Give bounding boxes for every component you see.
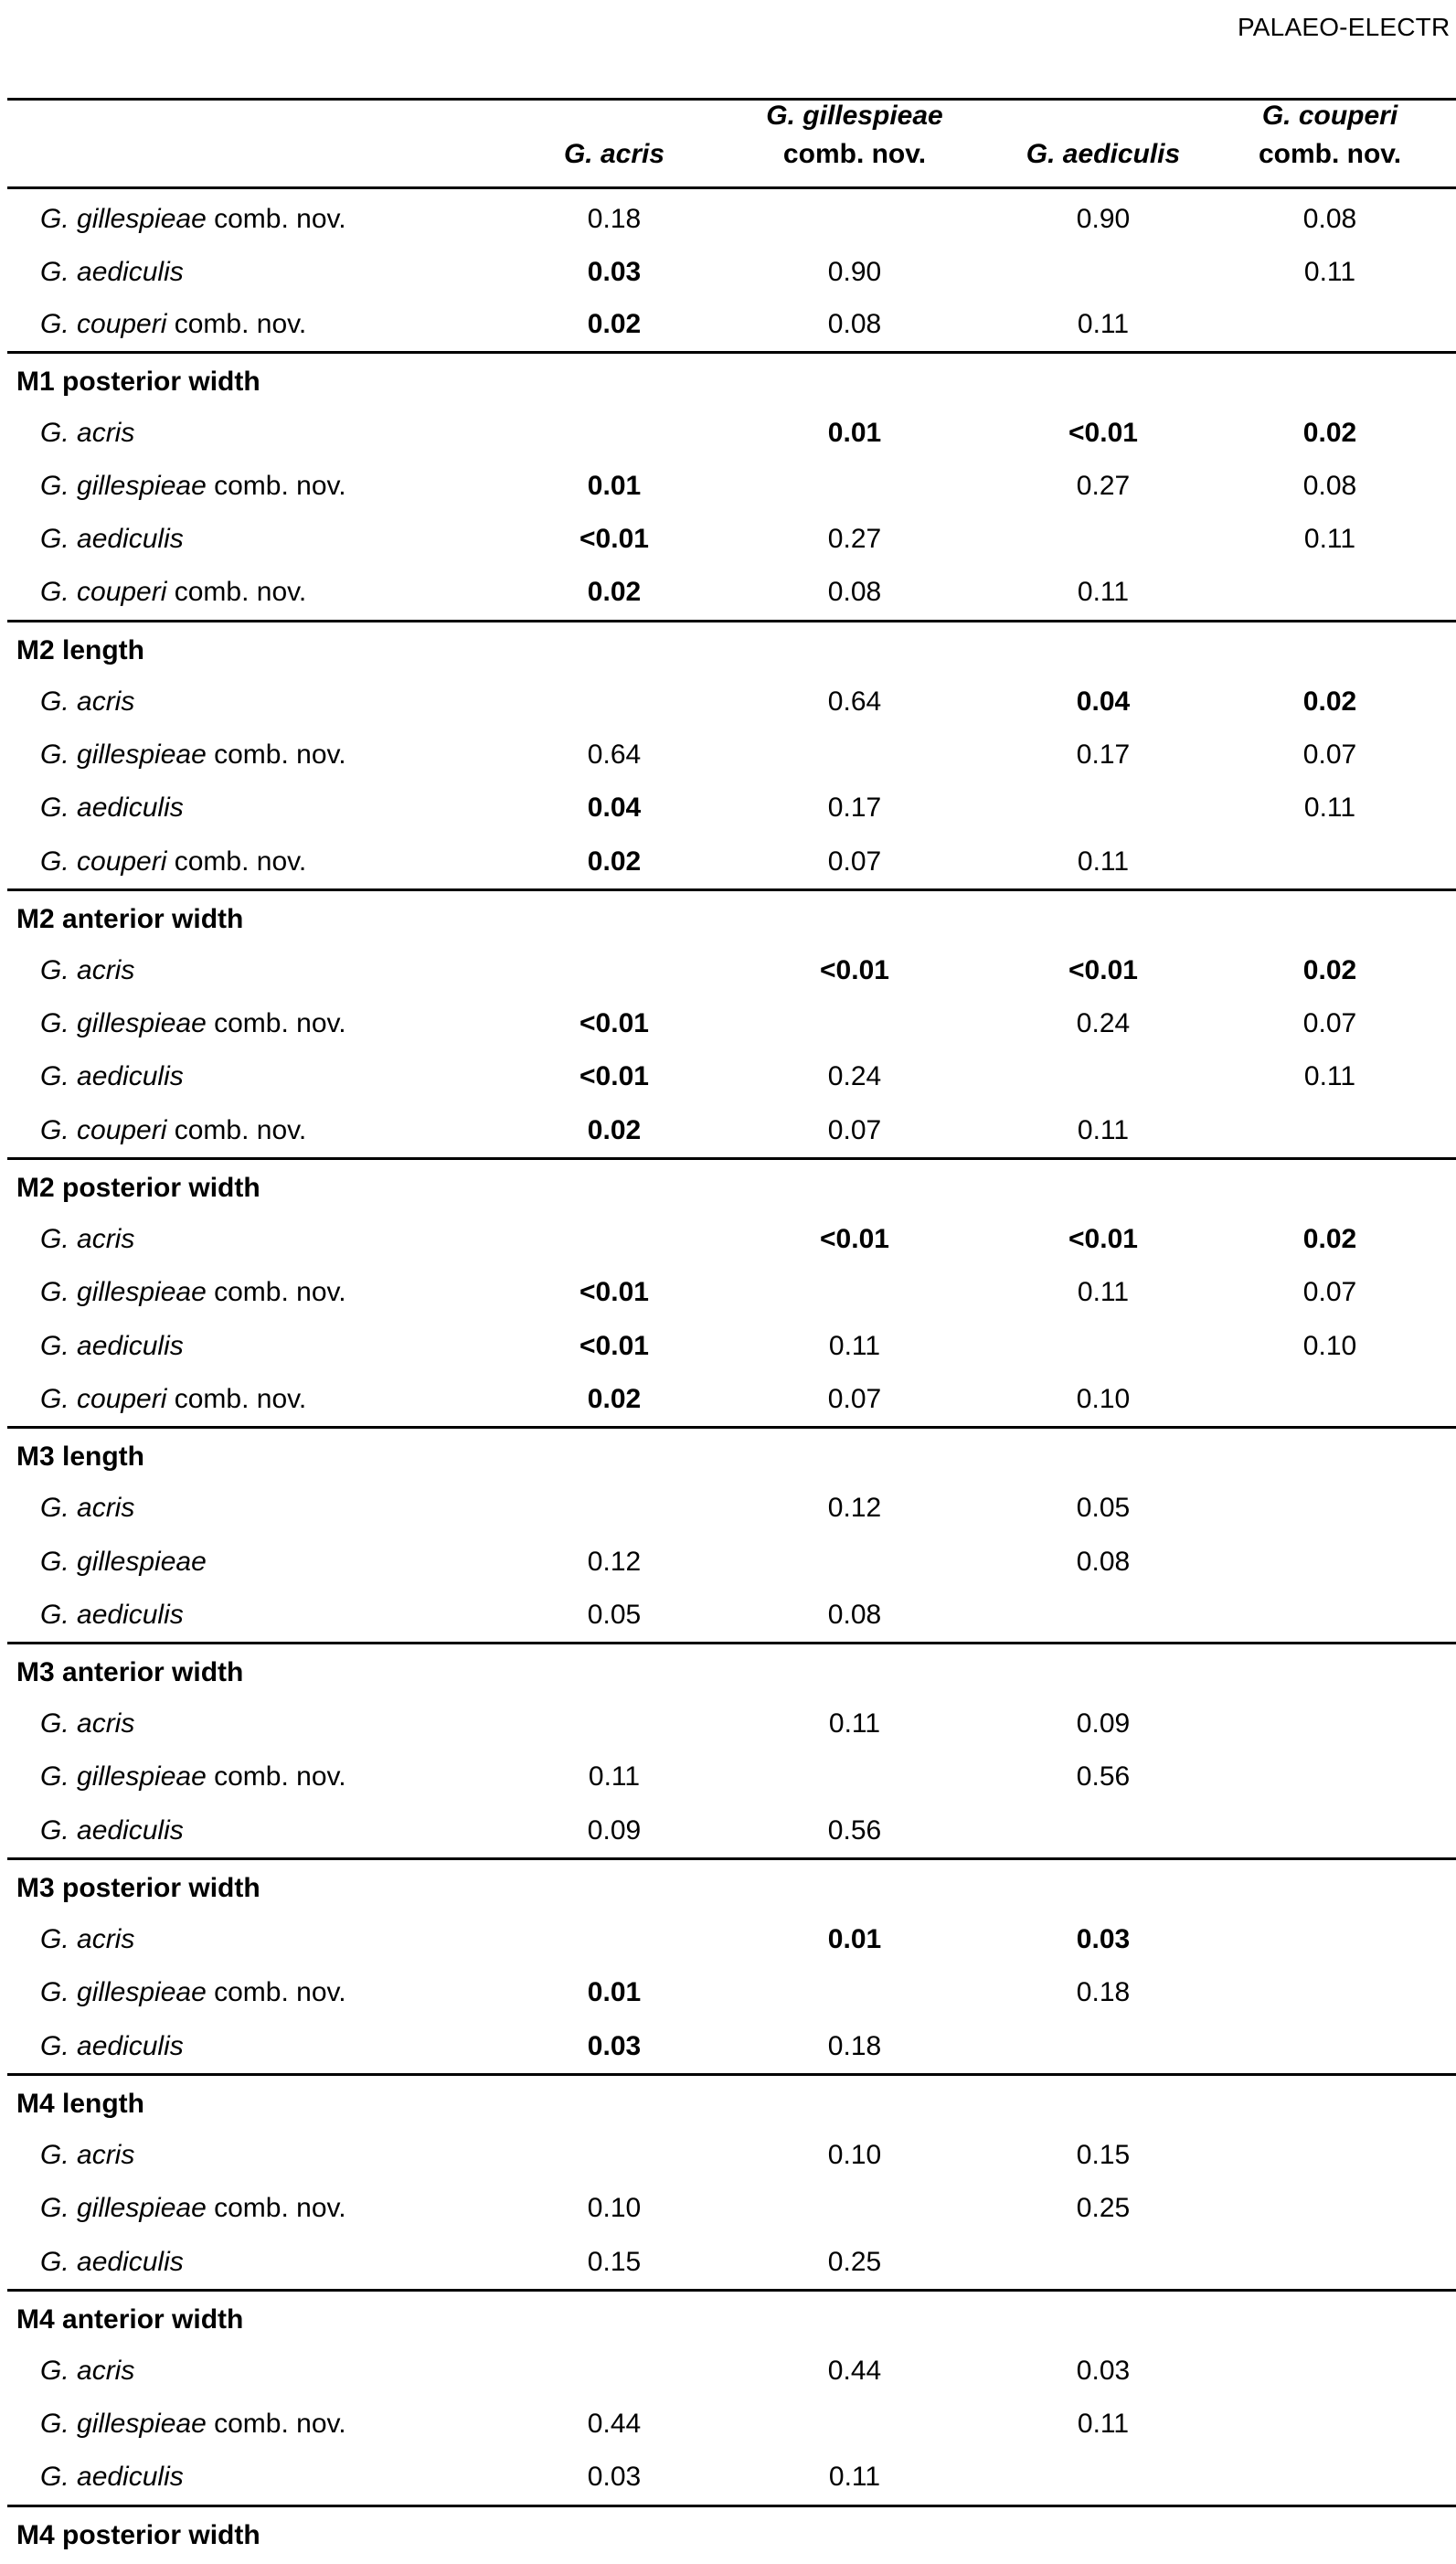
p-value-cell: <0.01 [579,524,649,555]
p-value-cell: 0.03 [587,256,642,287]
p-value-cell: 0.12 [827,1493,882,1524]
p-value-cell: 0.17 [827,793,882,824]
species-name: G. gillespieae [40,1546,207,1577]
species-suffix: comb. nov. [166,309,307,339]
species-name: G. couperi [40,846,167,877]
p-value-cell: 0.64 [587,739,642,770]
p-value-cell: 0.02 [1302,954,1357,985]
p-value-cell: 0.05 [1076,1493,1131,1524]
p-value-cell: 0.07 [1302,739,1357,770]
species-name: G. gillespieae [40,1008,207,1039]
p-value-cell: 0.11 [1077,1114,1130,1145]
species-suffix: comb. nov. [166,1383,307,1414]
p-value-cell: <0.01 [579,1330,649,1361]
table-row [7,1804,1456,1857]
column-header-genus: G. couperi [1261,101,1398,131]
species-label [40,1697,134,1750]
species-name: G. acris [40,954,135,985]
table-row [7,2182,1456,2235]
table-row [7,835,1456,888]
section-label: M2 length [16,634,144,665]
table-section [7,622,1456,888]
species-label [40,2345,134,2398]
species-name: G. acris [40,686,135,717]
species-label [40,2236,184,2289]
species-label [40,298,306,351]
p-value-cell: 0.24 [1076,1008,1131,1039]
p-value-cell: <0.01 [579,1061,649,1092]
p-value-cell: 0.18 [587,204,642,234]
p-value-cell: 0.90 [1076,204,1131,234]
species-label [40,1750,346,1803]
p-value-cell: 0.56 [1076,1761,1131,1793]
table-row [7,1373,1456,1426]
species-label [40,1804,184,1857]
p-value-cell: 0.10 [1076,1383,1131,1414]
species-label [40,566,306,619]
p-value-cell: 0.11 [1303,524,1356,555]
species-name: G. couperi [40,309,167,339]
species-label [40,1966,346,2019]
species-label [40,2020,184,2073]
section-label: M2 anterior width [16,903,244,934]
p-value-cell: 0.08 [827,577,882,608]
table-row [7,1536,1456,1589]
species-suffix: comb. nov. [206,2409,346,2440]
table-row [7,1589,1456,1642]
species-label [40,729,346,782]
p-value-table [7,98,1456,2560]
species-label [40,676,134,729]
species-label [40,1104,306,1157]
species-label [40,1373,306,1426]
species-suffix: comb. nov. [206,1277,346,1308]
p-value-cell: 0.27 [827,524,882,555]
column-header-suffix: comb. nov. [782,139,927,169]
p-value-cell: 0.10 [1302,1330,1357,1361]
p-value-cell: 0.11 [1303,1061,1356,1092]
table-row [7,2398,1456,2451]
p-value-cell: 0.08 [1076,1546,1131,1577]
p-value-cell: 0.90 [827,256,882,287]
species-name: G. acris [40,2139,135,2170]
table-row [7,407,1456,460]
species-name: G. aediculis [40,2462,184,2493]
species-label [40,407,134,460]
p-value-cell: 0.44 [587,2409,642,2440]
section-label: M4 anterior width [16,2303,244,2335]
species-suffix: comb. nov. [166,1114,307,1145]
table-row [7,2451,1456,2504]
species-label [40,1482,134,1535]
species-label [40,193,346,246]
p-value-cell: 0.56 [827,1814,882,1846]
p-value-cell: 0.17 [1076,739,1131,770]
section-label: M4 length [16,2088,144,2119]
column-header-label: G. acris [563,139,665,169]
table-section [7,1429,1456,1642]
column-header-g-couperi [1259,97,1401,174]
species-name: G. acris [40,1708,135,1739]
species-label [40,1320,184,1373]
table-section [7,354,1456,620]
species-label [40,1266,346,1319]
p-value-cell: 0.11 [1077,846,1130,877]
p-value-cell: 0.11 [1077,577,1130,608]
p-value-cell: 0.08 [827,309,882,339]
species-label [40,513,184,566]
species-name: G. gillespieae [40,1977,207,2008]
table-row [7,729,1456,782]
species-label [40,2182,346,2235]
species-name: G. acris [40,1493,135,1524]
table-section [7,2507,1456,2560]
p-value-cell: 0.11 [1077,309,1130,339]
table-row [7,1104,1456,1157]
species-suffix: comb. nov. [206,1008,346,1039]
species-label [40,944,134,997]
p-value-cell: 0.02 [1302,417,1357,448]
species-name: G. couperi [40,1114,167,1145]
p-value-cell: 0.18 [827,2030,882,2061]
species-name: G. aediculis [40,1330,184,1361]
species-suffix: comb. nov. [166,577,307,608]
table-row [7,1266,1456,1319]
p-value-cell: 0.07 [1302,1277,1357,1308]
p-value-cell: 0.08 [827,1599,882,1630]
p-value-cell: <0.01 [1068,1224,1138,1255]
p-value-cell: 0.15 [587,2246,642,2277]
column-header-g-gillespieae [766,97,942,174]
section-label: M3 anterior width [16,1657,244,1688]
p-value-cell: 0.27 [1076,470,1131,501]
table-row [7,1320,1456,1373]
table-row [7,298,1456,351]
p-value-cell: 0.11 [828,1330,881,1361]
table-row [7,1213,1456,1266]
p-value-cell: 0.03 [1076,1924,1131,1955]
p-value-cell: 0.64 [827,686,882,717]
p-value-cell: 0.11 [1077,1277,1130,1308]
species-suffix: comb. nov. [206,470,346,501]
species-label [40,460,346,513]
species-label [40,997,346,1050]
species-label [40,1213,134,1266]
p-value-cell: 0.02 [1302,686,1357,717]
p-value-cell: 0.07 [1302,1008,1357,1039]
p-value-cell: 0.09 [587,1814,642,1846]
p-value-cell: 0.03 [587,2462,642,2493]
p-value-cell: 0.11 [1303,256,1356,287]
p-value-cell: 0.10 [587,2193,642,2224]
p-value-cell: 0.02 [587,577,642,608]
species-name: G. aediculis [40,2030,184,2061]
p-value-cell: 0.11 [1303,793,1356,824]
p-value-cell: 0.03 [1076,2355,1131,2386]
species-name: G. couperi [40,1383,167,1414]
species-label [40,2451,184,2504]
p-value-cell: 0.02 [1302,1224,1357,1255]
table-section [7,2292,1456,2505]
species-name: G. aediculis [40,524,184,555]
p-value-cell: 0.02 [587,309,642,339]
p-value-cell: 0.07 [827,1114,882,1145]
species-name: G. aediculis [40,793,184,824]
table-row [7,1966,1456,2019]
p-value-cell: 0.04 [587,793,642,824]
species-label [40,1589,184,1642]
species-suffix: comb. nov. [206,2193,346,2224]
species-name: G. aediculis [40,2246,184,2277]
p-value-cell: 0.10 [827,2139,882,2170]
p-value-cell: 0.24 [827,1061,882,1092]
p-value-cell: 0.18 [1076,1977,1131,2008]
table-row [7,566,1456,619]
column-header-genus: G. gillespieae [766,101,943,131]
species-label [40,1913,134,1966]
table-section [7,2076,1456,2289]
table-section [7,891,1456,1157]
species-name: G. acris [40,2355,135,2386]
table-section [7,1860,1456,2073]
p-value-cell: 0.08 [1302,470,1357,501]
p-value-cell: 0.15 [1076,2139,1131,2170]
p-value-cell: 0.08 [1302,204,1357,234]
section-label: M3 length [16,1442,144,1473]
species-suffix: comb. nov. [206,1761,346,1793]
p-value-cell: 0.01 [827,1924,882,1955]
p-value-cell: 0.01 [587,1977,642,2008]
table-row [7,997,1456,1050]
p-value-cell: 0.01 [827,417,882,448]
table-header-row [7,101,1456,186]
table-section [7,189,1456,351]
column-header-g-acris [564,135,664,174]
p-value-cell: 0.07 [827,846,882,877]
p-value-cell: 0.02 [587,846,642,877]
p-value-cell: 0.25 [1076,2193,1131,2224]
table-row [7,1482,1456,1535]
table-row [7,782,1456,835]
table-section [7,1160,1456,1426]
table-row [7,2020,1456,2073]
species-name: G. gillespieae [40,739,207,770]
species-name: G. gillespieae [40,470,207,501]
p-value-cell: 0.11 [1077,2409,1130,2440]
section-label: M1 posterior width [16,366,260,397]
table-body [7,189,1456,2560]
p-value-cell: 0.05 [587,1599,642,1630]
table-row [7,944,1456,997]
species-name: G. gillespieae [40,1761,207,1793]
running-header: PALAEO-ELECTR [1238,13,1451,41]
species-suffix: comb. nov. [206,204,346,234]
p-value-cell: 0.09 [1076,1708,1131,1739]
p-value-cell: 0.12 [587,1546,642,1577]
species-suffix: comb. nov. [166,846,307,877]
table-row [7,2129,1456,2182]
species-name: G. couperi [40,577,167,608]
species-label [40,1050,184,1103]
species-name: G. gillespieae [40,2409,207,2440]
table-row [7,246,1456,299]
p-value-cell: <0.01 [579,1008,649,1039]
p-value-cell: 0.04 [1076,686,1131,717]
table-row [7,676,1456,729]
column-header-suffix: comb. nov. [1258,139,1402,169]
table-row [7,193,1456,246]
column-header-g-aediculis [1026,135,1180,174]
p-value-cell: 0.11 [828,2462,881,2493]
species-label [40,2398,346,2451]
p-value-cell: 0.03 [587,2030,642,2061]
table-row [7,1750,1456,1803]
table-section [7,1644,1456,1857]
table-row [7,1050,1456,1103]
section-label: M4 posterior width [16,2519,260,2550]
p-value-cell: 0.02 [587,1114,642,1145]
species-name: G. gillespieae [40,1277,207,1308]
species-suffix: comb. nov. [206,739,346,770]
section-label: M3 posterior width [16,1873,260,1904]
species-label [40,2129,134,2182]
p-value-cell: 0.01 [587,470,642,501]
table-row [7,2236,1456,2289]
species-label [40,1536,207,1589]
species-label [40,835,306,888]
species-name: G. aediculis [40,1814,184,1846]
table-row [7,2345,1456,2398]
p-value-cell: 0.11 [828,1708,881,1739]
table-row [7,513,1456,566]
column-header-label: G. aediculis [1026,139,1181,169]
table-row [7,1697,1456,1750]
p-value-cell: <0.01 [820,954,889,985]
species-name: G. aediculis [40,256,184,287]
table-row [7,460,1456,513]
p-value-cell: 0.11 [588,1761,641,1793]
species-label [40,246,184,299]
species-name: G. acris [40,1924,135,1955]
species-name: G. aediculis [40,1061,184,1092]
p-value-cell: 0.02 [587,1383,642,1414]
species-name: G. gillespieae [40,2193,207,2224]
species-label [40,782,184,835]
p-value-cell: <0.01 [820,1224,889,1255]
table-row [7,1913,1456,1966]
p-value-cell: 0.25 [827,2246,882,2277]
p-value-cell: <0.01 [1068,417,1138,448]
p-value-cell: 0.44 [827,2355,882,2386]
p-value-cell: 0.07 [827,1383,882,1414]
species-name: G. gillespieae [40,204,207,234]
species-name: G. acris [40,1224,135,1255]
species-name: G. aediculis [40,1599,184,1630]
p-value-cell: <0.01 [579,1277,649,1308]
species-suffix: comb. nov. [206,1977,346,2008]
p-value-cell: <0.01 [1068,954,1138,985]
species-name: G. acris [40,417,135,448]
section-label: M2 posterior width [16,1173,260,1204]
